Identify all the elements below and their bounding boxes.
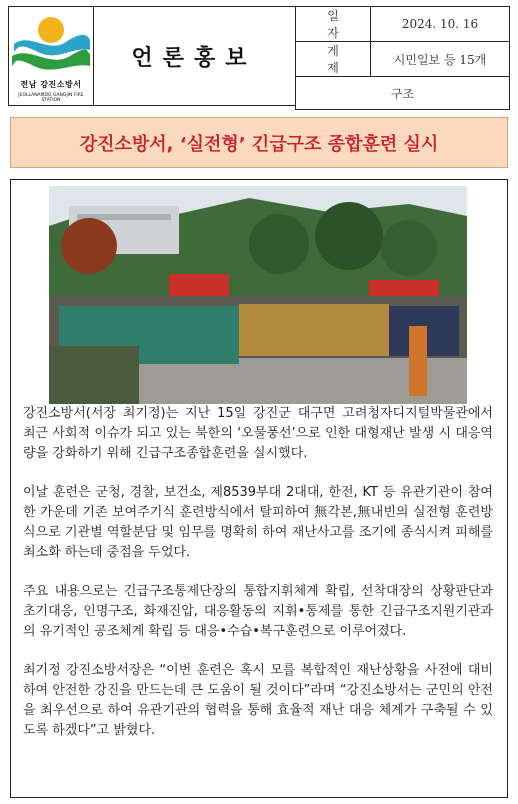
article-box — [10, 179, 508, 798]
logo-name: 전남 강진소방서 — [20, 80, 82, 89]
logo-emblem-icon — [12, 10, 90, 76]
info-table — [295, 6, 510, 110]
source-value: 시민일보 등 15개 — [371, 42, 510, 77]
article-paragraph-4: 최기정 강진소방서장은 “이번 훈련은 혹시 모를 복합적인 재난상황을 사전에 대비하여 안전한 강진을 만드는데 큰 도움이 될 것이다”라며 “강진소방서는 군민의 안전을 최우선으로 하여 유관기관의 협력을 통해 효율적 재난 대응 체계가 구축될 수 있도록 하겠다”고 밝혔다. — [23, 663, 493, 738]
document-header — [8, 6, 510, 106]
category-value: 구조 — [296, 77, 510, 110]
fire-station-logo — [8, 6, 94, 106]
headline-banner — [10, 117, 508, 168]
date-label: 일 자 — [296, 7, 371, 42]
date-value: 2024. 10. 16 — [371, 7, 510, 42]
article-body — [23, 404, 493, 760]
title-cell — [93, 6, 296, 106]
article-paragraph-2: 이날 훈련은 군청, 경찰, 보건소, 제8539부대 2대대, 한전, KT 등 유관기관이 참여한 가운데 기존 보여주기식 훈련방식에서 탈피하여 無각본,無내빈의 실전형 훈련방식으로 기관별 역할분담 및 임무를 명확히 하여 재난사고를 조기에 종식시켜 피해를 최소화 하는데 중점을 두었다. — [23, 485, 493, 560]
training-photo — [49, 186, 467, 404]
page-title: 언론홍보 — [131, 44, 257, 71]
source-label: 게 제 — [296, 42, 371, 77]
article-paragraph-3: 주요 내용으로는 긴급구조통제단장의 통합지휘체계 확립, 선착대장의 상황판단과 초기대응, 인명구조, 화재진압, 대응활동의 지휘•통제를 통한 긴급구조지원기관과의 유기적인 공조체계 확립 등 대응•수습•복구훈련으로 이루어졌다. — [23, 584, 493, 639]
article-paragraph-1: 강진소방서(서장 최기정)는 지난 15일 강진군 대구면 고려청자디지털박물관에서 최근 사회적 이슈가 되고 있는 북한의 ‘오물풍선’으로 인한 대형재난 발생 시 대응역량을 강화하기 위해 긴급구조종합훈련을 실시했다. — [23, 406, 493, 461]
headline: 강진소방서, ‘실전형’ 긴급구조 종합훈련 실시 — [79, 133, 439, 155]
logo-english-name: JEOLLANAMDO GANGJIN FIRE STATION — [18, 93, 84, 103]
